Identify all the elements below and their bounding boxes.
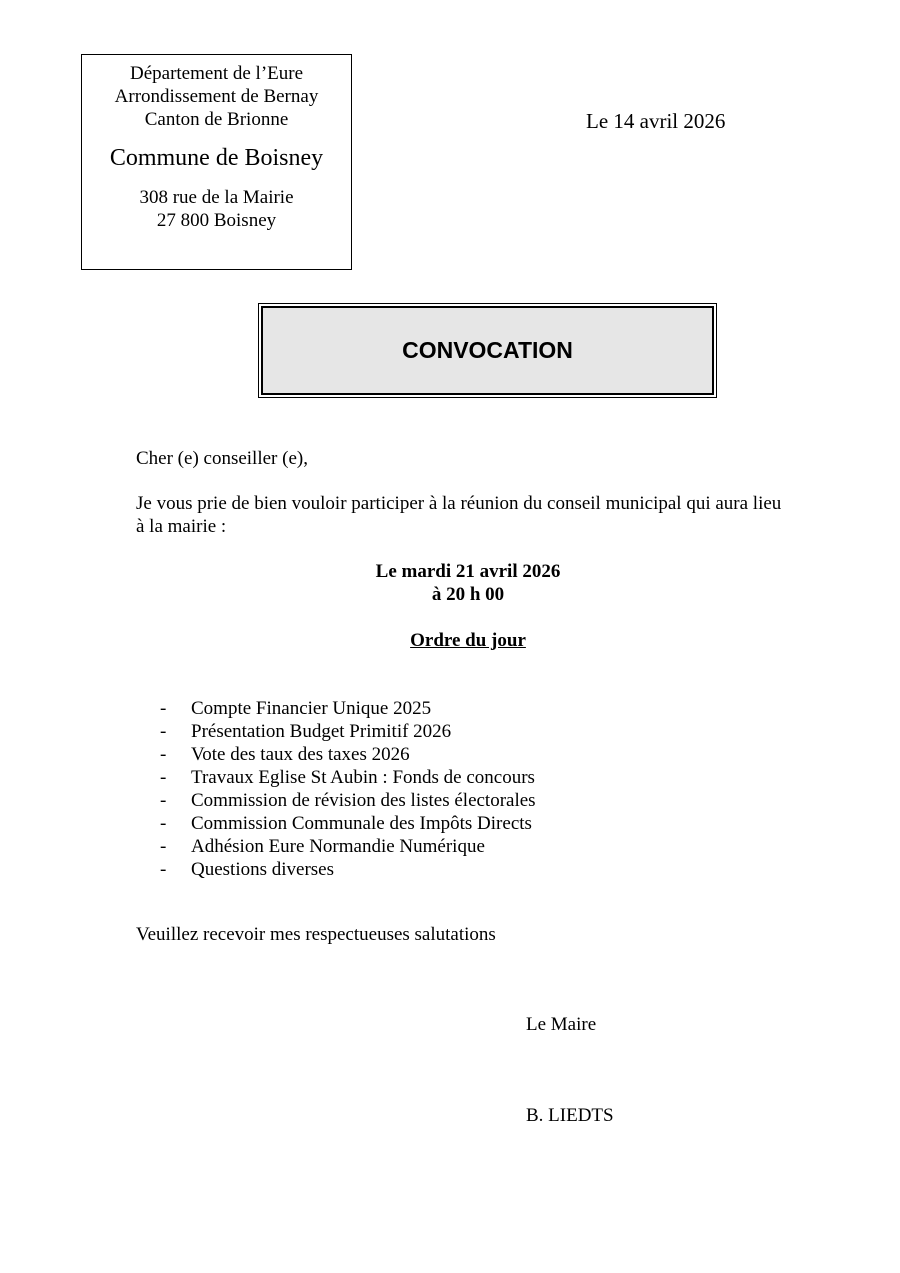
list-item — [160, 697, 536, 720]
list-bullet: - — [160, 836, 167, 857]
agenda-item-label: Vote des taux des taxes 2026 — [191, 744, 410, 765]
agenda-item-label: Travaux Eglise St Aubin : Fonds de concours — [191, 767, 535, 788]
department: Département de l’Eure — [129, 63, 304, 84]
list-item — [160, 812, 536, 835]
agenda-item-label: Commission Communale des Impôts Directs — [191, 813, 532, 834]
agenda-item-label: Questions diverses — [191, 859, 335, 880]
list-bullet: - — [160, 721, 167, 742]
address-line-2: 27 800 Boisney — [156, 210, 277, 231]
agenda-item-label: Compte Financier Unique 2025 — [191, 698, 432, 719]
meeting-time: à 20 h 00 — [431, 584, 505, 605]
document-title: CONVOCATION — [261, 306, 714, 395]
list-bullet: - — [160, 859, 167, 880]
letterhead-box — [81, 54, 352, 270]
list-item — [160, 835, 536, 858]
meeting-info — [136, 560, 800, 606]
list-item — [160, 743, 536, 766]
list-bullet: - — [160, 698, 167, 719]
agenda-item-label: Commission de révision des listes électorales — [191, 790, 536, 811]
list-bullet: - — [160, 767, 167, 788]
agenda-list — [160, 697, 536, 881]
title-box — [258, 303, 717, 398]
letter-date: Le 14 avril 2026 — [586, 109, 726, 133]
list-bullet: - — [160, 813, 167, 834]
list-item — [160, 789, 536, 812]
agenda-title: Ordre du jour — [410, 630, 526, 651]
list-item — [160, 858, 536, 881]
closing-salutation: Veuillez recevoir mes respectueuses salutations — [136, 924, 496, 945]
list-item — [160, 720, 536, 743]
commune-name: Commune de Boisney — [109, 145, 324, 171]
intro-paragraph: Je vous prie de bien vouloir participer à la réunion du conseil municipal qui aura lieu à la mairie : — [136, 493, 782, 537]
signatory-role: Le Maire — [526, 1014, 597, 1035]
list-bullet: - — [160, 744, 167, 765]
arrondissement: Arrondissement de Bernay — [114, 86, 319, 107]
signatory-name: B. LIEDTS — [526, 1105, 614, 1126]
greeting: Cher (e) conseiller (e), — [136, 448, 308, 469]
list-item — [160, 766, 536, 789]
meeting-day: Le mardi 21 avril 2026 — [375, 561, 561, 582]
agenda-item-label: Adhésion Eure Normandie Numérique — [191, 836, 485, 857]
agenda-item-label: Présentation Budget Primitif 2026 — [191, 721, 452, 742]
canton: Canton de Brionne — [144, 109, 289, 130]
address-line-1: 308 rue de la Mairie — [139, 187, 294, 208]
list-bullet: - — [160, 790, 167, 811]
